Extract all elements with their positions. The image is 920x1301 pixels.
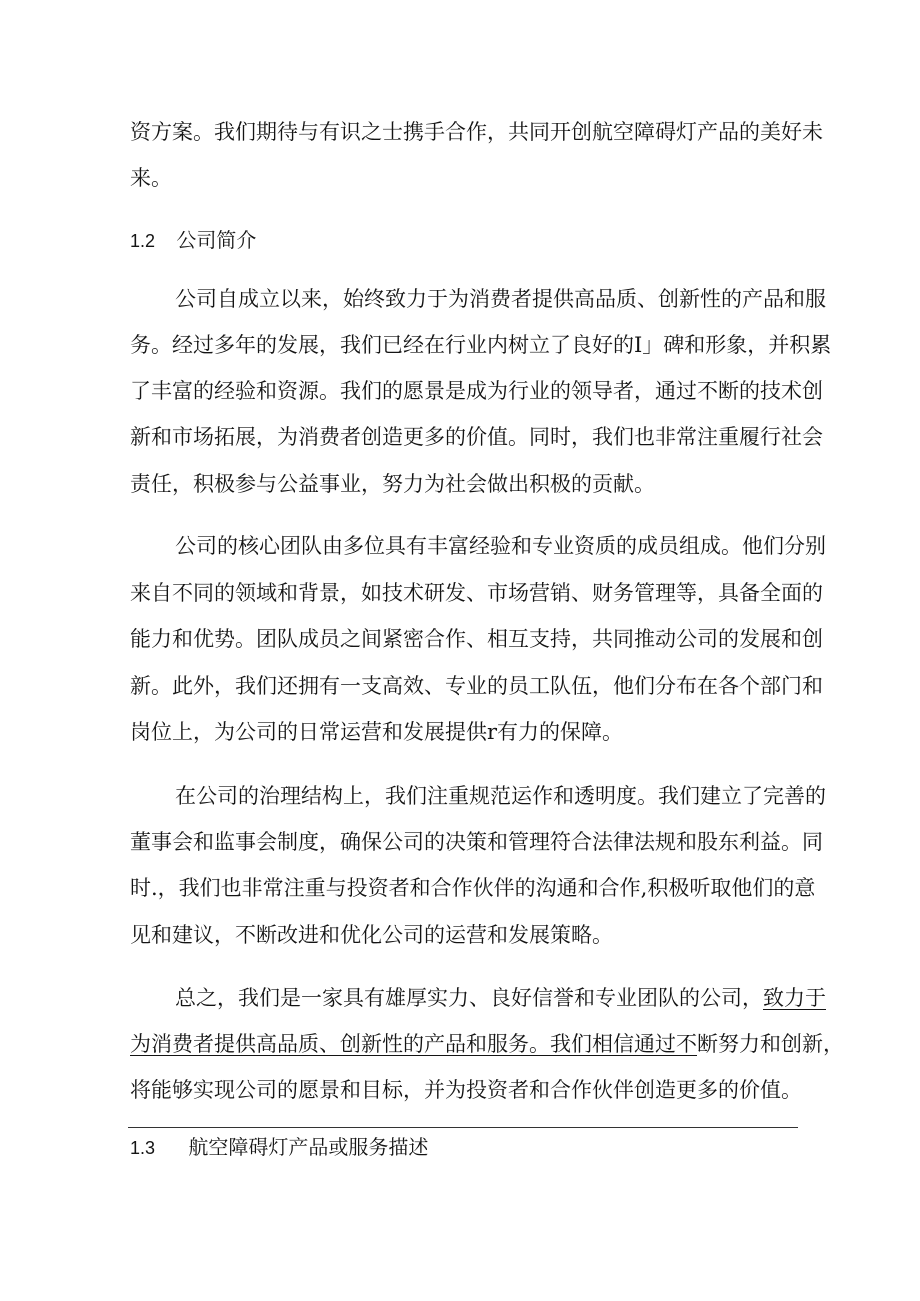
paragraph-2-line-2: 来自不同的领域和背景，如技术研发、市场营销、财务管理等，具备全面的 xyxy=(130,581,823,605)
section-title: 航空障碍灯产品或服务描述 xyxy=(188,1135,429,1159)
paragraph-4-line-3: 将能够实现公司的愿景和目标，并为投资者和合作伙伴创造更多的价值。 xyxy=(130,1078,802,1102)
paragraph-3-line-3: 时.，我们也非常注重与投资者和合作伙伴的沟通和合作,积极听取他们的意 xyxy=(130,876,816,900)
continuation-line-1: 资方案。我们期待与有识之士携手合作，共同开创航空障碍灯产品的美好未 xyxy=(130,120,823,144)
paragraph-2-line-5: 岗位上，为公司的日常运营和发展提供r有力的保障。 xyxy=(130,720,624,744)
paragraph-2-line-1: 公司的核心团队由多位具有丰富经验和专业资质的成员组成。他们分别 xyxy=(175,534,826,558)
paragraph-3-line-1: 在公司的治理结构上，我们注重规范运作和透明度。我们建立了完善的 xyxy=(175,784,826,808)
section-number: 1.2 xyxy=(130,231,156,251)
paragraph-1-line-2: 务。经过多年的发展，我们已经在行业内树立了良好的I」碑和形象，并积累 xyxy=(130,333,832,357)
paragraph-4-line-2 xyxy=(130,1030,844,1058)
paragraph-4-line-2-text: 断努力和创新， xyxy=(697,1032,844,1056)
section-number: 1.3 xyxy=(130,1138,156,1158)
paragraph-4-line-1 xyxy=(175,984,826,1012)
paragraph-1-line-1: 公司自成立以来，始终致力于为消费者提供高品质、创新性的产品和服 xyxy=(175,287,826,311)
paragraph-4-line-1-text: 总之，我们是一家具有雄厚实力、良好信誉和专业团队的公司， xyxy=(175,986,763,1010)
paragraph-3-line-4: 见和建议，不断改进和优化公司的运营和发展策略。 xyxy=(130,923,613,947)
section-heading-1-3 xyxy=(130,1133,428,1162)
paragraph-4-line-2-underlined: 为消费者提供高品质、创新性的产品和服务。我们相信通过不 xyxy=(130,1032,697,1056)
paragraph-2-line-3: 能力和优势。团队成员之间紧密合作、相互支持，共同推动公司的发展和创 xyxy=(130,627,823,651)
paragraph-4-line-1-underlined: 致力于 xyxy=(763,986,826,1010)
paragraph-3-line-2: 董事会和监事会制度，确保公司的决策和管理符合法律法规和股东利益。同 xyxy=(130,830,823,854)
paragraph-2-line-4: 新。此外，我们还拥有一支高效、专业的员工队伍，他们分布在各个部门和 xyxy=(130,674,823,698)
section-heading-1-2 xyxy=(130,226,256,255)
paragraph-1-line-4: 新和市场拓展，为消费者创造更多的价值。同时，我们也非常注重履行社会 xyxy=(130,425,823,449)
section-title: 公司简介 xyxy=(176,228,257,252)
horizontal-rule xyxy=(128,1127,798,1128)
paragraph-1-line-5: 责任，积极参与公益事业，努力为社会做出积极的贡献。 xyxy=(130,472,655,496)
continuation-line-2: 来。 xyxy=(130,166,172,190)
paragraph-1-line-3: 了丰富的经验和资源。我们的愿景是成为行业的领导者，通过不断的技术创 xyxy=(130,379,823,403)
